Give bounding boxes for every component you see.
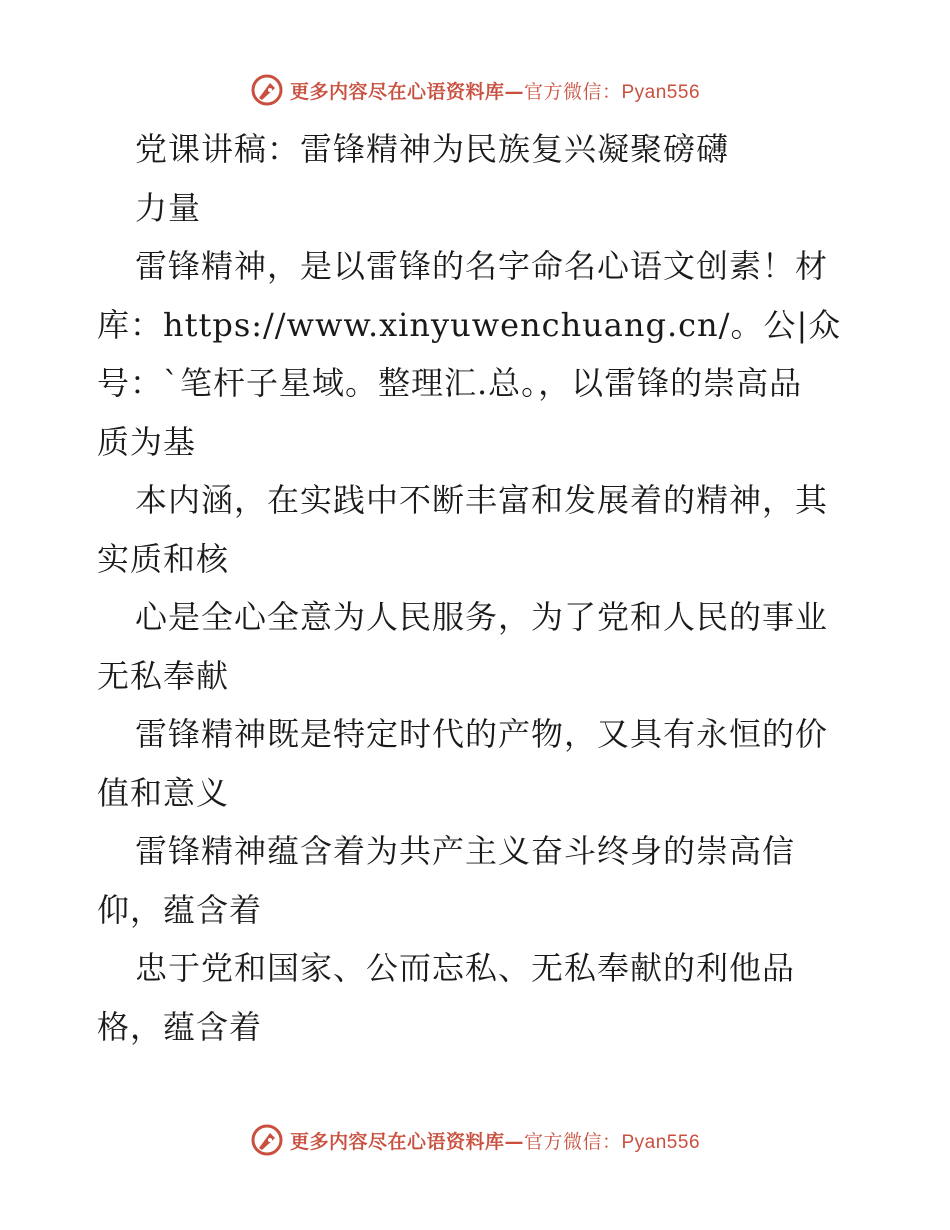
doc-paragraph-line: 格，蕴含着 xyxy=(97,1007,263,1046)
doc-paragraph-line: 仰，蕴含着 xyxy=(97,890,263,929)
doc-paragraph-line: 实质和核 xyxy=(97,539,230,578)
doc-paragraph-line: 本内涵，在实践中不断丰富和发展着的精神，其 xyxy=(135,481,829,519)
doc-paragraph-line: 号：`笔杆子星域。整理汇.总。，以雷锋的崇高品 xyxy=(97,364,803,402)
doc-title-line-2: 力量 xyxy=(135,188,202,227)
doc-paragraph-line: 心是全心全意为人民服务，为了党和人民的事业 xyxy=(135,598,829,636)
banner-separator: — xyxy=(504,80,524,103)
pen-nib-logo-icon xyxy=(250,1123,284,1157)
doc-paragraph-line: 库：https://www.xinyuwenchuang.cn/。公|众 xyxy=(97,305,842,344)
header-banner xyxy=(0,70,950,110)
doc-paragraph-line: 值和意义 xyxy=(97,773,230,812)
doc-paragraph-line: 忠于党和国家、公而忘私、无私奉献的利他品 xyxy=(135,949,796,987)
doc-paragraph-line: 雷锋精神蕴含着为共产主义奋斗终身的崇高信 xyxy=(135,832,796,870)
doc-title-line-1: 党课讲稿：雷锋精神为民族复兴凝聚磅礴 xyxy=(135,130,730,168)
footer-banner xyxy=(0,1120,950,1160)
pen-nib-logo-icon xyxy=(250,73,284,107)
document-body xyxy=(97,120,857,1056)
doc-paragraph-line: 无私奉献 xyxy=(97,656,230,695)
doc-paragraph-line: 雷锋精神，是以雷锋的名字命名心语文创素！材 xyxy=(135,247,829,285)
banner-wechat-text: 官方微信：Pyan556 xyxy=(524,1131,701,1153)
banner-main-text: 更多内容尽在心语资料库 xyxy=(289,1130,505,1153)
banner-separator: — xyxy=(504,1130,524,1153)
banner-wechat-text: 官方微信：Pyan556 xyxy=(524,81,701,103)
doc-paragraph-line: 质为基 xyxy=(97,422,197,461)
banner-main-text: 更多内容尽在心语资料库 xyxy=(289,80,505,103)
doc-paragraph-line: 雷锋精神既是特定时代的产物，又具有永恒的价 xyxy=(135,715,829,753)
